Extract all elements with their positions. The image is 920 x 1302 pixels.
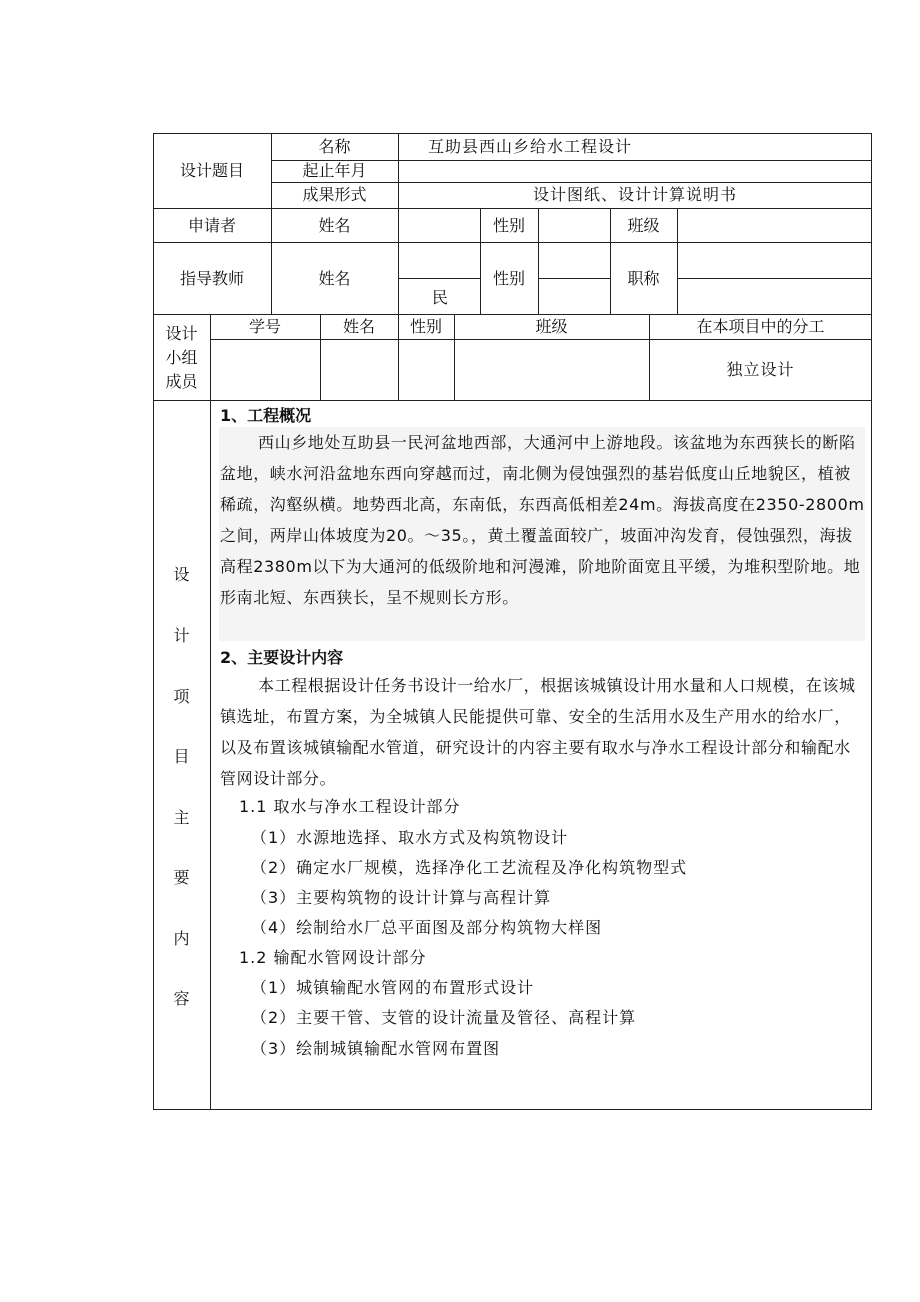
subsection-1-item: （4）绘制给水厂总平面图及部分构筑物大样图 bbox=[251, 918, 603, 937]
rule bbox=[153, 133, 872, 134]
project-name: 互助县西山乡给水工程设计 bbox=[428, 137, 633, 156]
rule bbox=[677, 208, 678, 314]
period-label: 起止年月 bbox=[302, 161, 367, 180]
rule bbox=[677, 278, 872, 279]
division-value: 独立设计 bbox=[726, 360, 795, 379]
col-gender: 性别 bbox=[409, 317, 442, 336]
subsection-2-item: （1）城镇输配水管网的布置形式设计 bbox=[251, 978, 535, 997]
rule bbox=[871, 133, 872, 1110]
side-char: 容 bbox=[173, 989, 190, 1008]
design-topic-label: 设计题目 bbox=[179, 161, 244, 180]
rule bbox=[153, 314, 872, 315]
side-char: 项 bbox=[173, 687, 190, 706]
subsection-1-item: （2）确定水厂规模，选择净化工艺流程及净化构筑物型式 bbox=[251, 858, 688, 877]
rule bbox=[398, 133, 399, 314]
advisor-name-label: 姓名 bbox=[318, 269, 351, 288]
applicant-gender-label: 性别 bbox=[492, 216, 525, 235]
col-student-id: 学号 bbox=[248, 317, 281, 336]
rule bbox=[210, 314, 211, 1110]
side-char: 内 bbox=[173, 929, 190, 948]
subsection-2-item: （2）主要干管、支管的设计流量及管径、高程计算 bbox=[251, 1008, 637, 1027]
side-char: 设 bbox=[173, 565, 190, 584]
rule bbox=[538, 278, 610, 279]
side-char: 主 bbox=[173, 808, 190, 827]
result-form-value: 设计图纸、设计计算说明书 bbox=[532, 185, 737, 204]
section-2-title: 2、主要设计内容 bbox=[220, 648, 344, 667]
rule bbox=[153, 1109, 872, 1110]
side-char: 计 bbox=[173, 626, 190, 645]
applicant-label: 申请者 bbox=[187, 216, 236, 235]
result-form-label: 成果形式 bbox=[302, 185, 367, 204]
subsection-1-item: （3）主要构筑物的设计计算与高程计算 bbox=[251, 888, 552, 907]
rule bbox=[153, 242, 872, 243]
rule bbox=[153, 208, 872, 209]
advisor-gender-label: 性别 bbox=[492, 269, 525, 288]
group-label-line-3: 成员 bbox=[165, 372, 198, 391]
side-char: 目 bbox=[173, 747, 190, 766]
section-1-title: 1、工程概况 bbox=[220, 406, 312, 425]
col-division: 在本项目中的分工 bbox=[696, 317, 825, 336]
col-class: 班级 bbox=[535, 317, 568, 336]
rule bbox=[271, 182, 872, 183]
subsection-2-title: 1.2 输配水管网设计部分 bbox=[239, 948, 427, 967]
rule bbox=[153, 400, 872, 401]
subsection-2-item: （3）绘制城镇输配水管网布置图 bbox=[251, 1039, 501, 1058]
section-1-text: 西山乡地处互助县一民河盆地西部，大通河中上游地段。该盆地为东西狭长的断陷盆地，峡水河沿盆地东西向穿越而过，南北侧为侵蚀强烈的基岩低度山丘地貌区，植被稀疏，沟壑纵横。地势西北高，东南低，东西高低相差24m。海拔高度在2350-2800m之间，两岸山体坡度为20。～35。，黄土覆盖面较广，坡面冲沟发育，侵蚀强烈，海拔高程2380m以下为大通河的低级阶地和河漫滩，阶地阶面宽且平缓，为堆积型阶地。地形南北短、东西狭长，呈不规则长方形。 bbox=[220, 433, 865, 607]
subsection-1-title: 1.1 取水与净水工程设计部分 bbox=[239, 797, 461, 816]
rule bbox=[538, 208, 539, 314]
side-char: 要 bbox=[173, 868, 190, 887]
rule bbox=[210, 339, 872, 340]
subsection-1-item: （1）水源地选择、取水方式及构筑物设计 bbox=[251, 828, 569, 847]
advisor-label: 指导教师 bbox=[179, 269, 244, 288]
applicant-class-label: 班级 bbox=[627, 216, 660, 235]
advisor-title-label: 职称 bbox=[627, 269, 660, 288]
advisor-name-fragment: 民 bbox=[432, 288, 449, 307]
group-label-line-1: 设计 bbox=[165, 324, 198, 343]
section-2-text: 本工程根据设计任务书设计一给水厂，根据该城镇设计用水量和人口规模，在该城镇选址，布置方案，为全城镇人民能提供可靠、安全的生活用水及生产用水的给水厂，以及布置该城镇输配水管道，研究设计的内容主要有取水与净水工程设计部分和输配水管网设计部分。 bbox=[220, 676, 856, 788]
name-label: 名称 bbox=[318, 137, 351, 156]
rule bbox=[398, 278, 480, 279]
applicant-name-label: 姓名 bbox=[318, 216, 351, 235]
application-form-table bbox=[153, 133, 872, 1110]
col-name: 姓名 bbox=[342, 317, 375, 336]
group-label-line-2: 小组 bbox=[165, 348, 198, 367]
